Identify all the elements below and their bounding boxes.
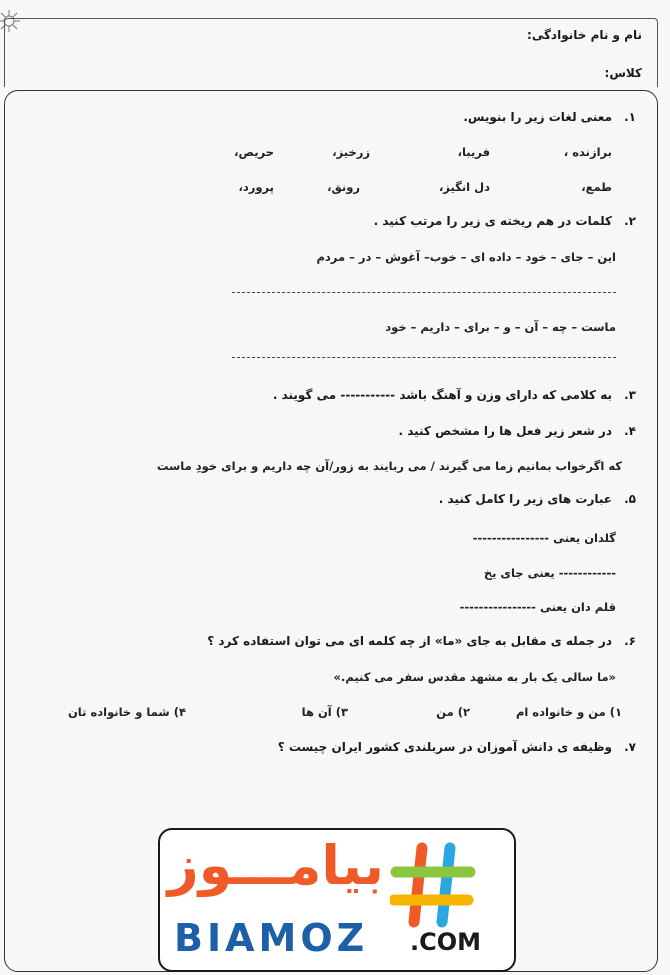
logo-persian-text: بیامـــوز [167,834,384,897]
q5-item3: قلم دان یعنی ---------------- [459,600,616,614]
q4-number: ۴. [624,424,636,438]
hashtag-logo-icon [390,842,476,928]
q1-word: فریبا، [457,145,490,159]
q5-number: ۵. [624,492,636,506]
q6-option: ۲) من [436,705,470,719]
q5-item1: گلدان یعنی ---------------- [472,531,616,545]
q7-title: وظیفه ی دانش آموزان در سربلندی کشور ایران چیست ؟ [277,740,612,754]
q2-title: کلمات در هم ریخته ی زیر را مرتب کنید . [373,214,612,228]
q4-poem: که اگرخواب بمانیم زما می گیرند / می ربایند به زور/آن چه داریم و برای خودِ ماست [156,459,622,473]
q1-title: معنی لغات زیر را بنویس. [463,110,612,124]
answer-line [232,292,616,293]
q1-word: حریص، [234,145,274,159]
q1-word: پرورد، [238,180,274,194]
q6-number: ۶. [624,634,636,648]
q7-number: ۷. [624,740,636,754]
q6-option: ۳) آن ها [301,705,348,719]
q2-line1: این – جای – خود – داده ای – خوب– آغوش – در – مردم [316,250,616,264]
logo-domain-text: .COM [410,928,482,956]
name-label: نام و نام خانوادگی: [527,28,642,42]
q1-word: برازنده ، [563,145,612,159]
class-label: کلاس: [604,66,642,80]
q1-word: رونق، [327,180,360,194]
q6-title: در جمله ی مقابل به جای «ما» از چه کلمه ای می توان استفاده کرد ؟ [207,634,612,648]
q1-word: زرخیز، [332,145,370,159]
q5-item2: ------------ یعنی جای یخ [483,566,616,580]
q6-option: ۱) من و خانواده ام [515,705,622,719]
logo-english-text: BIAMOZ [174,916,369,960]
q1-number: ۱. [624,110,636,124]
q1-word: طمع، [581,180,612,194]
q6-option: ۴) شما و خانواده تان [67,705,186,719]
q2-number: ۲. [624,214,636,228]
q2-line2: ماست – چه – آن – و – برای – داریم – خود [385,320,616,334]
q1-word: دل انگیز، [438,180,490,194]
q3-number: ۳. [624,388,636,402]
q3-text: به کلامی که دارای وزن و آهنگ باشد ----------- می گویند . [272,388,612,402]
q4-title: در شعر زیر فعل ها را مشخص کنید . [398,424,612,438]
biamoz-logo [158,828,516,972]
answer-line [232,357,616,358]
q5-title: عبارت های زیر را کامل کنید . [438,492,612,506]
q6-sentence: «ما سالی یک بار به مشهد مقدس سفر می کنیم.» [333,670,616,684]
